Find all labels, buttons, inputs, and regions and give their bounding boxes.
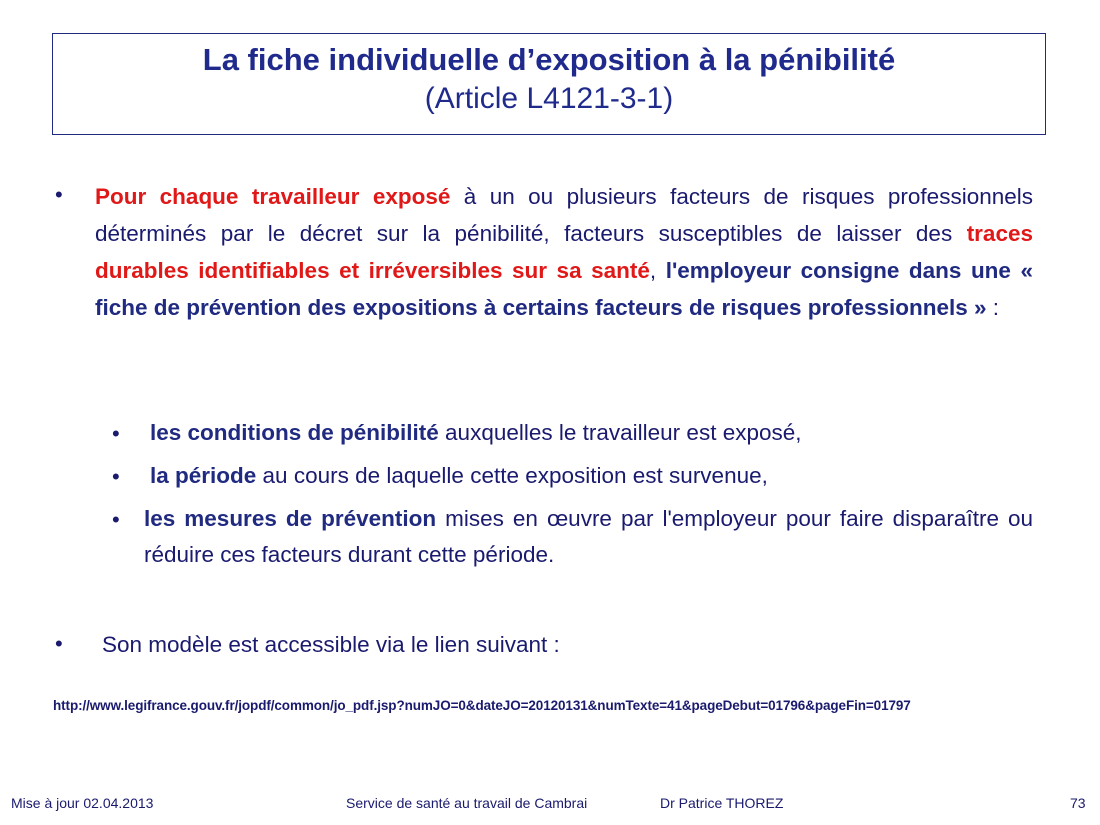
footer-service: Service de santé au travail de Cambrai bbox=[346, 795, 588, 811]
sub-item-bold: les mesures de prévention bbox=[144, 506, 437, 531]
sub-item-text: au cours de laquelle cette exposition est survenue, bbox=[256, 463, 768, 488]
footer-update-date: Mise à jour 02.04.2013 bbox=[11, 795, 154, 811]
bullet-paragraph-1 bbox=[95, 178, 1033, 326]
text-segment: : bbox=[986, 295, 1000, 320]
text-segment: , bbox=[649, 258, 666, 283]
legifrance-link[interactable]: http://www.legifrance.gouv.fr/jopdf/common/jo_pdf.jsp?numJO=0&dateJO=20120131&numTexte=41&pageDebut=01796&pageFin=01797 bbox=[53, 698, 911, 713]
sub-item-1 bbox=[150, 415, 1039, 451]
slide-subtitle: (Article L4121-3-1) bbox=[424, 82, 674, 115]
slide-title-box bbox=[52, 33, 1046, 135]
sub-item-3 bbox=[144, 501, 1033, 573]
highlight-traces: traces durables identifiables et irréversibles sur sa santé bbox=[95, 221, 1033, 283]
bullet-paragraph-2: Son modèle est accessible via le lien suivant : bbox=[102, 632, 560, 657]
highlight-employer: l'employeur consigne dans une « fiche de prévention des expositions à certains facteurs de risques professionnels » bbox=[95, 258, 1033, 320]
sub-bullet-marker: • bbox=[112, 464, 120, 489]
footer-author: Dr Patrice THOREZ bbox=[660, 795, 784, 811]
highlight-worker: Pour chaque travailleur exposé bbox=[95, 184, 451, 209]
bullet-marker: • bbox=[55, 631, 63, 656]
sub-item-text: mises en œuvre par l'employeur pour faire disparaître ou réduire ces facteurs durant cette période. bbox=[144, 506, 1033, 567]
footer-page-number: 73 bbox=[1070, 795, 1086, 811]
sub-item-2 bbox=[150, 458, 1039, 494]
sub-bullet-marker: • bbox=[112, 507, 120, 532]
sub-item-text: auxquelles le travailleur est exposé, bbox=[438, 420, 802, 445]
slide-title: La fiche individuelle d’exposition à la pénibilité bbox=[202, 42, 896, 77]
text-segment: à un ou plusieurs facteurs de risques professionnels déterminés par le décret sur la pénibilité, facteurs susceptibles de laisser des bbox=[95, 184, 1033, 246]
bullet-marker: • bbox=[55, 182, 63, 207]
sub-item-bold: la période bbox=[150, 463, 257, 488]
sub-bullet-marker: • bbox=[112, 421, 120, 446]
sub-item-bold: les conditions de pénibilité bbox=[150, 420, 439, 445]
